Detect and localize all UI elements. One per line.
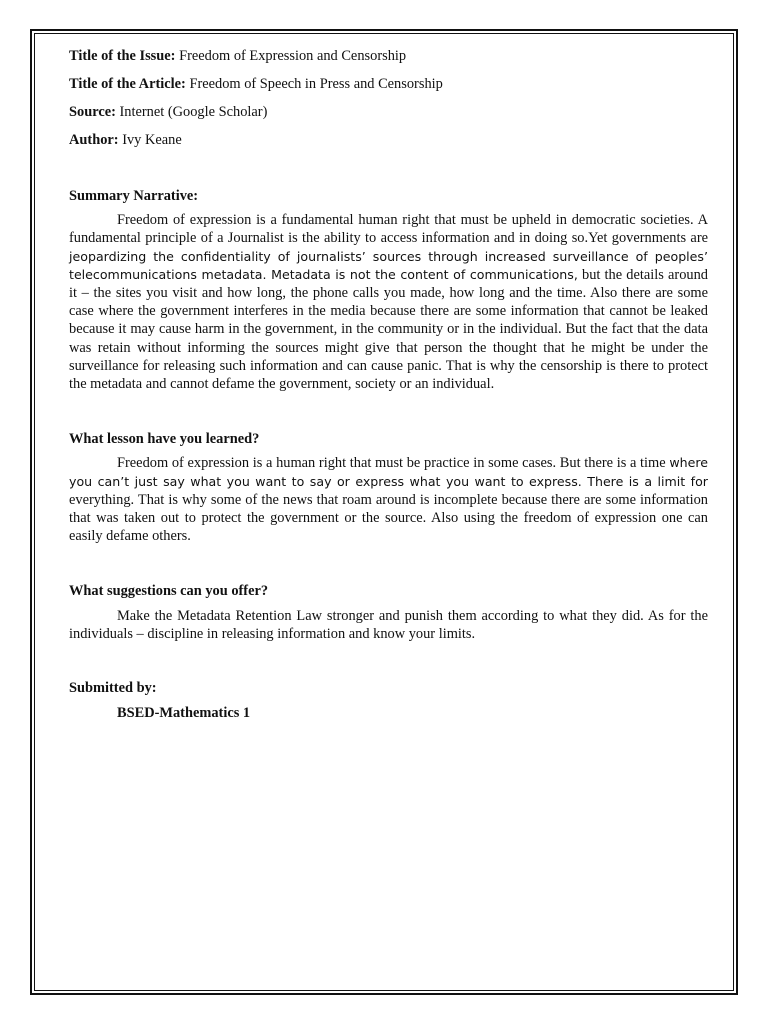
- article-title-line: [69, 75, 708, 93]
- lesson-paragraph: [69, 454, 708, 545]
- article-title-label: Title of the Article:: [69, 76, 186, 92]
- lesson-text-part-3: everything. That is why some of the news that roam around is incomplete because there are some information that was taken out to protect the government or the source. Also using the freedom of expression one can easily defame others.: [69, 491, 708, 545]
- source-value: Internet (Google Scholar): [119, 104, 268, 120]
- summary-heading: Summary Narrative:: [69, 188, 199, 204]
- suggestions-paragraph: Make the Metadata Retention Law stronger and punish them according to what they did. As for the individuals – discipline in releasing information and know your limits.: [69, 607, 708, 642]
- suggestions-heading: What suggestions can you offer?: [69, 583, 269, 600]
- summary-paragraph: [69, 211, 708, 393]
- issue-title-label: Title of the Issue:: [69, 48, 176, 64]
- author-value: Ivy Keane: [122, 132, 182, 148]
- summary-text-part-2: jeopardizing the confidentiality of journalists’ sources through increased surveillance of peoples’ telecommunications metadata. Metadata is not the content of communications,: [69, 248, 708, 282]
- lesson-text-part-2: where you can’t just say what you want to say or express what you want to express. There is a limit for: [69, 455, 708, 489]
- issue-title-value: Freedom of Expression and Censorship: [179, 48, 407, 64]
- issue-title-line: [69, 47, 708, 65]
- source-label: Source:: [69, 104, 116, 120]
- summary-text-part-1: Freedom of expression is a fundamental human right that must be upheld in democratic societies. A fundamental principle of a Journalist is the ability to access information and in doing so.Yet governments are: [69, 212, 708, 247]
- article-title-value: Freedom of Speech in Press and Censorship: [189, 76, 443, 92]
- author-label: Author:: [69, 132, 119, 148]
- submitted-by-value: BSED-Mathematics 1: [117, 705, 251, 722]
- document-body: [69, 47, 708, 722]
- lesson-text-part-1: Freedom of expression is a human right that must be practice in some cases. But there is a time: [117, 455, 670, 472]
- source-line: [69, 103, 708, 121]
- author-line: [69, 131, 708, 149]
- submitted-by-label: Submitted by:: [69, 680, 157, 697]
- lesson-heading: What lesson have you learned?: [69, 431, 260, 448]
- summary-text-part-3: but the details around it – the sites you visit and how long, the phone calls you made, how long and the time. Also there are some case where the government interferes in the media because there are some information that cannot be leaked because it may cause harm in the government, in the community or in the individual. But the fact that the data was retain without informing the sources might give that person the thought that he might be under the surveillance for releasing such information and can cause panic. That is why the censorship is there to protect the metadata and cannot defame the government, society or an individual.: [69, 266, 708, 393]
